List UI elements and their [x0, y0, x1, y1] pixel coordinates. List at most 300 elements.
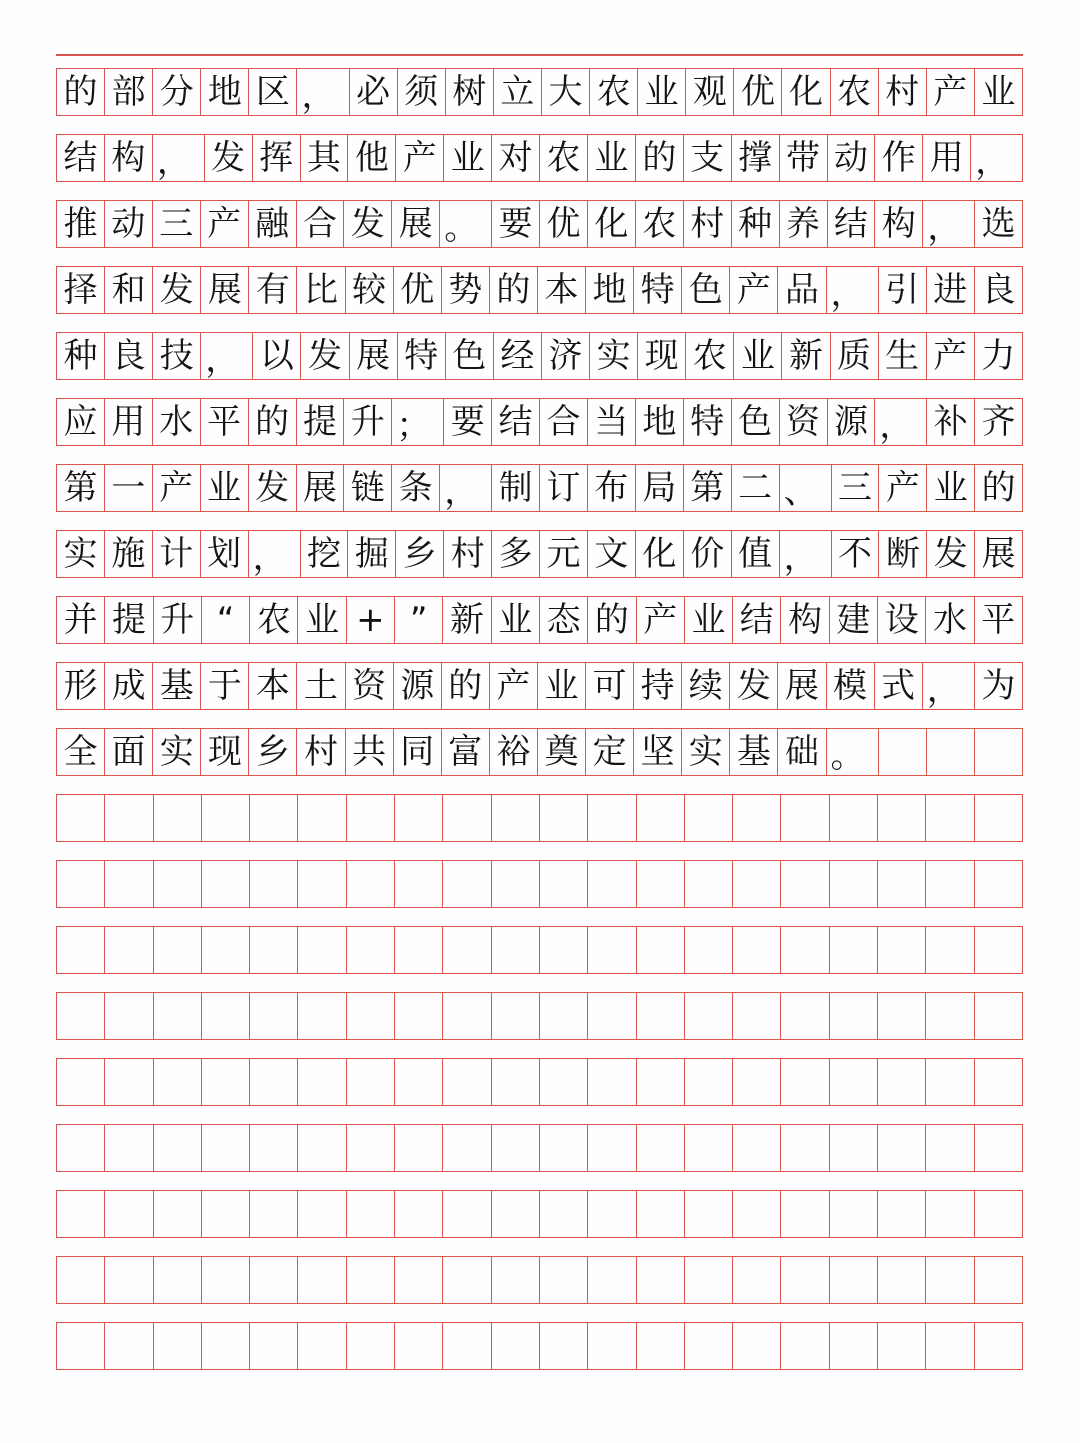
grid-cell: 带: [780, 135, 828, 181]
grid-cell: 链: [344, 465, 392, 511]
grid-cell: 业: [734, 333, 782, 379]
grid-cell: [878, 1323, 926, 1369]
grid-cell: 发: [344, 201, 392, 247]
grid-cell: [540, 1125, 588, 1171]
grid-cell: [443, 1191, 491, 1237]
grid-cell: 式: [875, 663, 923, 709]
grid-cell: 优: [734, 69, 782, 115]
grid-cell: 断: [879, 531, 927, 577]
grid-cell: [395, 1191, 443, 1237]
grid-cell: 挥: [253, 135, 301, 181]
grid-cell: [588, 993, 636, 1039]
grid-cell: [443, 795, 491, 841]
grid-cell: [202, 927, 250, 973]
grid-row: [56, 992, 1023, 1040]
grid-cell: 发: [153, 267, 201, 313]
grid-cell: 区: [249, 69, 297, 115]
grid-cell: [878, 795, 926, 841]
grid-cell: [926, 1059, 974, 1105]
grid-cell: 源: [394, 663, 442, 709]
grid-cell: [105, 927, 153, 973]
grid-cell: 业: [201, 465, 249, 511]
grid-cell: [781, 861, 829, 907]
grid-cell: 结: [733, 597, 781, 643]
grid-cell: [298, 993, 346, 1039]
grid-cell: 展: [392, 201, 440, 247]
grid-cell: [298, 1125, 346, 1171]
grid-cell: 要: [444, 399, 492, 445]
grid-cell: ”: [395, 597, 443, 643]
grid-cell: [975, 795, 1022, 841]
grid-cell: [347, 1125, 395, 1171]
grid-cell: 产: [396, 135, 444, 181]
grid-cell: 元: [540, 531, 588, 577]
grid-cell: [975, 1323, 1022, 1369]
grid-cell: [637, 1323, 685, 1369]
grid-cell: 文: [588, 531, 636, 577]
grid-cell: [540, 1191, 588, 1237]
grid-cell: [57, 1323, 105, 1369]
grid-cell: 特: [398, 333, 446, 379]
grid-cell: [250, 1125, 298, 1171]
grid-cell: [492, 1323, 540, 1369]
grid-cell: [540, 1059, 588, 1105]
grid-cell: 农: [686, 333, 734, 379]
grid-cell: 发: [730, 663, 778, 709]
grid-cell: [57, 1125, 105, 1171]
grid-cell: 并: [57, 597, 105, 643]
grid-cell: 实: [57, 531, 105, 577]
grid-cell: 种: [57, 333, 105, 379]
grid-cell: 基: [730, 729, 778, 775]
grid-cell: [298, 1059, 346, 1105]
grid-cell: [105, 1191, 153, 1237]
grid-cell: [540, 993, 588, 1039]
grid-cell: [105, 795, 153, 841]
grid-cell: [250, 1257, 298, 1303]
grid-cell: 定: [586, 729, 634, 775]
grid-cell: [830, 1125, 878, 1171]
grid-cell: [395, 1257, 443, 1303]
grid-cell: 展: [201, 267, 249, 313]
grid-cell: 发: [205, 135, 253, 181]
grid-cell: [202, 795, 250, 841]
grid-cell: 业: [538, 663, 586, 709]
grid-cell: 。: [440, 201, 492, 247]
grid-cell: [685, 1323, 733, 1369]
grid-cell: [588, 1257, 636, 1303]
grid-cell: 业: [492, 597, 540, 643]
grid-cell: [57, 1059, 105, 1105]
grid-cell: 计: [153, 531, 201, 577]
grid-cell: [540, 861, 588, 907]
grid-cell: [395, 1125, 443, 1171]
grid-cell: [202, 861, 250, 907]
top-rule-line: [56, 54, 1023, 56]
grid-cell: [347, 1257, 395, 1303]
grid-cell: 业: [981, 72, 1016, 112]
grid-cell: 比: [297, 267, 345, 313]
grid-cell: [395, 795, 443, 841]
grid-cell: 合: [540, 399, 588, 445]
grid-cell: 新: [443, 597, 491, 643]
grid-cell: [637, 1125, 685, 1171]
grid-cell: 裕: [490, 729, 538, 775]
grid-cell: 展: [350, 333, 398, 379]
grid-cell: [926, 1257, 974, 1303]
grid-cell: 不: [832, 531, 880, 577]
grid-cell: 融: [249, 201, 297, 247]
grid-cell: [202, 993, 250, 1039]
grid-cell: 建: [830, 597, 878, 643]
grid-cell: [250, 1323, 298, 1369]
grid-cell: 提: [297, 399, 345, 445]
grid-row: [56, 200, 1023, 248]
grid-cell: 本: [249, 663, 297, 709]
grid-cell: 化: [588, 201, 636, 247]
grid-cell: 发: [301, 333, 349, 379]
grid-cell: 为: [981, 666, 1016, 706]
grid-cell: [781, 795, 829, 841]
grid-cell: 的: [249, 399, 297, 445]
grid-cell: 动: [828, 135, 876, 181]
grid-cell: 对: [492, 135, 540, 181]
grid-cell: 支: [684, 135, 732, 181]
grid-cell: 共: [346, 729, 394, 775]
grid-cell: [685, 993, 733, 1039]
grid-cell: 济: [542, 333, 590, 379]
grid-cell: 现: [638, 333, 686, 379]
grid-cell: 本: [538, 267, 586, 313]
grid-cell: 村: [879, 69, 927, 115]
grid-cell: [781, 1125, 829, 1171]
grid-cell: [154, 1323, 202, 1369]
grid-cell: 业: [588, 135, 636, 181]
grid-cell: [637, 993, 685, 1039]
grid-cell: 他: [348, 135, 396, 181]
grid-cell: 其: [301, 135, 349, 181]
grid-cell: 新: [782, 333, 830, 379]
grid-cell: 必: [350, 69, 398, 115]
grid-cell: [105, 1059, 153, 1105]
grid-cell: [637, 927, 685, 973]
grid-cell: 产: [637, 597, 685, 643]
grid-cell: [347, 1191, 395, 1237]
grid-cell: [395, 1059, 443, 1105]
grid-cell: [926, 993, 974, 1039]
grid-cell: 展: [981, 534, 1016, 574]
grid-cell: 优: [540, 201, 588, 247]
grid-cell: 乡: [396, 531, 444, 577]
grid-row: [56, 68, 1023, 116]
grid-cell: [298, 795, 346, 841]
grid-cell: 展: [297, 465, 345, 511]
grid-cell: [781, 1257, 829, 1303]
grid-cell: 水: [153, 399, 201, 445]
grid-cell: 进: [927, 267, 975, 313]
grid-cell: [878, 1125, 926, 1171]
grid-cell: [830, 861, 878, 907]
grid-cell: 发: [927, 531, 975, 577]
grid-row: [56, 1058, 1023, 1106]
grid-cell: 品: [778, 267, 826, 313]
grid-cell: [298, 1323, 346, 1369]
grid-cell: [926, 861, 974, 907]
grid-cell: 业: [444, 135, 492, 181]
grid-cell: [443, 993, 491, 1039]
grid-cell: [492, 1257, 540, 1303]
grid-cell: [926, 1191, 974, 1237]
grid-cell: [443, 1059, 491, 1105]
grid-cell: 地: [201, 69, 249, 115]
grid-cell: 要: [492, 201, 540, 247]
grid-cell: 产: [879, 465, 927, 511]
grid-cell: 产: [927, 333, 975, 379]
grid-cell: 的: [442, 663, 490, 709]
grid-cell: [588, 1125, 636, 1171]
grid-cell: 色: [732, 399, 780, 445]
grid-cell: [347, 993, 395, 1039]
grid-cell: 作: [875, 135, 923, 181]
grid-cell: [347, 1323, 395, 1369]
grid-cell: [733, 1191, 781, 1237]
grid-cell: 产: [201, 201, 249, 247]
grid-row: [56, 1322, 1023, 1370]
grid-cell: 升: [154, 597, 202, 643]
grid-cell: 良: [105, 333, 153, 379]
grid-cell: [878, 993, 926, 1039]
grid-cell: [298, 1257, 346, 1303]
grid-cell: [830, 795, 878, 841]
grid-cell: 持: [634, 663, 682, 709]
grid-cell: [154, 927, 202, 973]
grid-cell: 构: [781, 597, 829, 643]
grid-cell: 现: [201, 729, 249, 775]
grid-cell: [540, 1323, 588, 1369]
grid-cell: 水: [926, 597, 974, 643]
grid-cell: [685, 1191, 733, 1237]
grid-cell: 村: [444, 531, 492, 577]
grid-cell: 地: [586, 267, 634, 313]
grid-cell: [395, 861, 443, 907]
grid-cell: [975, 1257, 1022, 1303]
grid-cell: [492, 861, 540, 907]
grid-cell: 优: [394, 267, 442, 313]
grid-cell: [733, 993, 781, 1039]
grid-row: [56, 860, 1023, 908]
grid-cell: 农: [540, 135, 588, 181]
grid-row: [56, 1256, 1023, 1304]
grid-cell: [298, 1191, 346, 1237]
grid-cell: 齐: [981, 402, 1016, 442]
grid-row: [56, 1190, 1023, 1238]
grid-cell: 挖: [301, 531, 349, 577]
grid-cell: 制: [492, 465, 540, 511]
grid-cell: [492, 993, 540, 1039]
grid-cell: [347, 795, 395, 841]
grid-cell: [492, 795, 540, 841]
grid-cell: [637, 1257, 685, 1303]
grid-cell: 业: [298, 597, 346, 643]
grid-cell: 态: [540, 597, 588, 643]
grid-cell: 结: [492, 399, 540, 445]
grid-cell: [588, 927, 636, 973]
grid-cell: 平: [981, 600, 1016, 640]
grid-cell: [879, 729, 927, 775]
grid-cell: 应: [57, 399, 105, 445]
grid-cell: 产: [153, 465, 201, 511]
grid-cell: 资: [346, 663, 394, 709]
grid-cell: 布: [588, 465, 636, 511]
grid-cell: 二: [732, 465, 780, 511]
grid-cell: 可: [586, 663, 634, 709]
grid-cell: 价: [684, 531, 732, 577]
grid-cell: 的: [981, 468, 1016, 508]
grid-cell: 设: [878, 597, 926, 643]
grid-cell: [733, 1059, 781, 1105]
grid-cell: 农: [831, 69, 879, 115]
grid-cell: 施: [105, 531, 153, 577]
grid-cell: 的: [490, 267, 538, 313]
grid-cell: [492, 1191, 540, 1237]
grid-cell: 升: [344, 399, 392, 445]
grid-cell: 技: [153, 333, 201, 379]
grid-cell: 地: [636, 399, 684, 445]
grid-cell: 实: [153, 729, 201, 775]
grid-cell: 推: [57, 201, 105, 247]
grid-cell: 订: [540, 465, 588, 511]
grid-cell: [781, 993, 829, 1039]
grid-cell: [154, 993, 202, 1039]
grid-cell: ，: [780, 531, 832, 577]
grid-cell: [637, 1191, 685, 1237]
grid-cell: [57, 861, 105, 907]
grid-cell: 化: [782, 69, 830, 115]
grid-cell: 养: [780, 201, 828, 247]
grid-cell: [637, 1059, 685, 1105]
grid-cell: 业: [927, 465, 975, 511]
grid-cell: 的: [57, 69, 105, 115]
grid-cell: [927, 729, 975, 775]
grid-cell: 特: [684, 399, 732, 445]
grid-cell: [685, 927, 733, 973]
grid-cell: [105, 861, 153, 907]
grid-cell: [443, 861, 491, 907]
grid-cell: [154, 1125, 202, 1171]
grid-cell: 色: [446, 333, 494, 379]
grid-cell: 部: [105, 69, 153, 115]
grid-cell: 和: [105, 267, 153, 313]
grid-cell: [588, 1323, 636, 1369]
grid-cell: [395, 927, 443, 973]
grid-cell: [685, 1059, 733, 1105]
grid-cell: 一: [105, 465, 153, 511]
grid-cell: 较: [346, 267, 394, 313]
grid-cell: 树: [446, 69, 494, 115]
grid-cell: [492, 1059, 540, 1105]
grid-cell: 选: [981, 204, 1016, 244]
grid-cell: ，: [249, 531, 301, 577]
grid-cell: 观: [686, 69, 734, 115]
grid-cell: 模: [827, 663, 875, 709]
grid-cell: [830, 1257, 878, 1303]
grid-cell: [588, 861, 636, 907]
grid-cell: [154, 1059, 202, 1105]
grid-cell: 富: [442, 729, 490, 775]
grid-cell: 实: [682, 729, 730, 775]
grid-cell: [540, 795, 588, 841]
grid-row: [56, 794, 1023, 842]
grid-cell: 化: [636, 531, 684, 577]
grid-cell: 展: [778, 663, 826, 709]
grid-cell: [105, 1257, 153, 1303]
grid-cell: [154, 1257, 202, 1303]
grid-cell: [733, 1125, 781, 1171]
grid-cell: 条: [392, 465, 440, 511]
grid-cell: [105, 1323, 153, 1369]
grid-cell: 结: [57, 135, 105, 181]
grid-cell: ，: [201, 333, 253, 379]
grid-cell: [878, 1191, 926, 1237]
grid-cell: 成: [105, 663, 153, 709]
grid-cell: 的: [588, 597, 636, 643]
grid-cell: ，: [440, 465, 492, 511]
grid-row: [56, 1124, 1023, 1172]
grid-cell: [250, 927, 298, 973]
grid-cell: [443, 1257, 491, 1303]
grid-cell: [878, 927, 926, 973]
grid-cell: 用: [105, 399, 153, 445]
grid-cell: [830, 1323, 878, 1369]
grid-cell: ，: [875, 399, 927, 445]
grid-cell: 。: [827, 729, 879, 775]
grid-row: [56, 332, 1023, 380]
grid-cell: [781, 1191, 829, 1237]
grid-cell: [830, 993, 878, 1039]
grid-row: [56, 398, 1023, 446]
grid-row: [56, 134, 1023, 182]
grid-cell: 立: [494, 69, 542, 115]
grid-cell: [298, 861, 346, 907]
grid-cell: [926, 1125, 974, 1171]
grid-cell: 业: [638, 69, 686, 115]
grid-cell: 提: [105, 597, 153, 643]
grid-cell: [202, 1191, 250, 1237]
grid-cell: [975, 993, 1022, 1039]
grid-cell: [733, 927, 781, 973]
grid-cell: ，: [975, 142, 1010, 182]
grid-cell: [347, 1059, 395, 1105]
grid-cell: +: [347, 597, 395, 643]
grid-cell: [540, 927, 588, 973]
grid-row: [56, 728, 1023, 776]
grid-cell: [588, 1191, 636, 1237]
grid-cell: [250, 993, 298, 1039]
grid-cell: 第: [57, 465, 105, 511]
grid-row: [56, 596, 1023, 644]
grid-cell: 合: [297, 201, 345, 247]
grid-cell: [202, 1059, 250, 1105]
grid-cell: [926, 795, 974, 841]
grid-cell: 构: [105, 135, 153, 181]
grid-cell: [830, 927, 878, 973]
grid-row: [56, 926, 1023, 974]
grid-cell: ；: [392, 399, 444, 445]
grid-cell: [443, 1125, 491, 1171]
grid-cell: [250, 1059, 298, 1105]
grid-cell: ，: [827, 267, 879, 313]
grid-cell: [878, 1257, 926, 1303]
